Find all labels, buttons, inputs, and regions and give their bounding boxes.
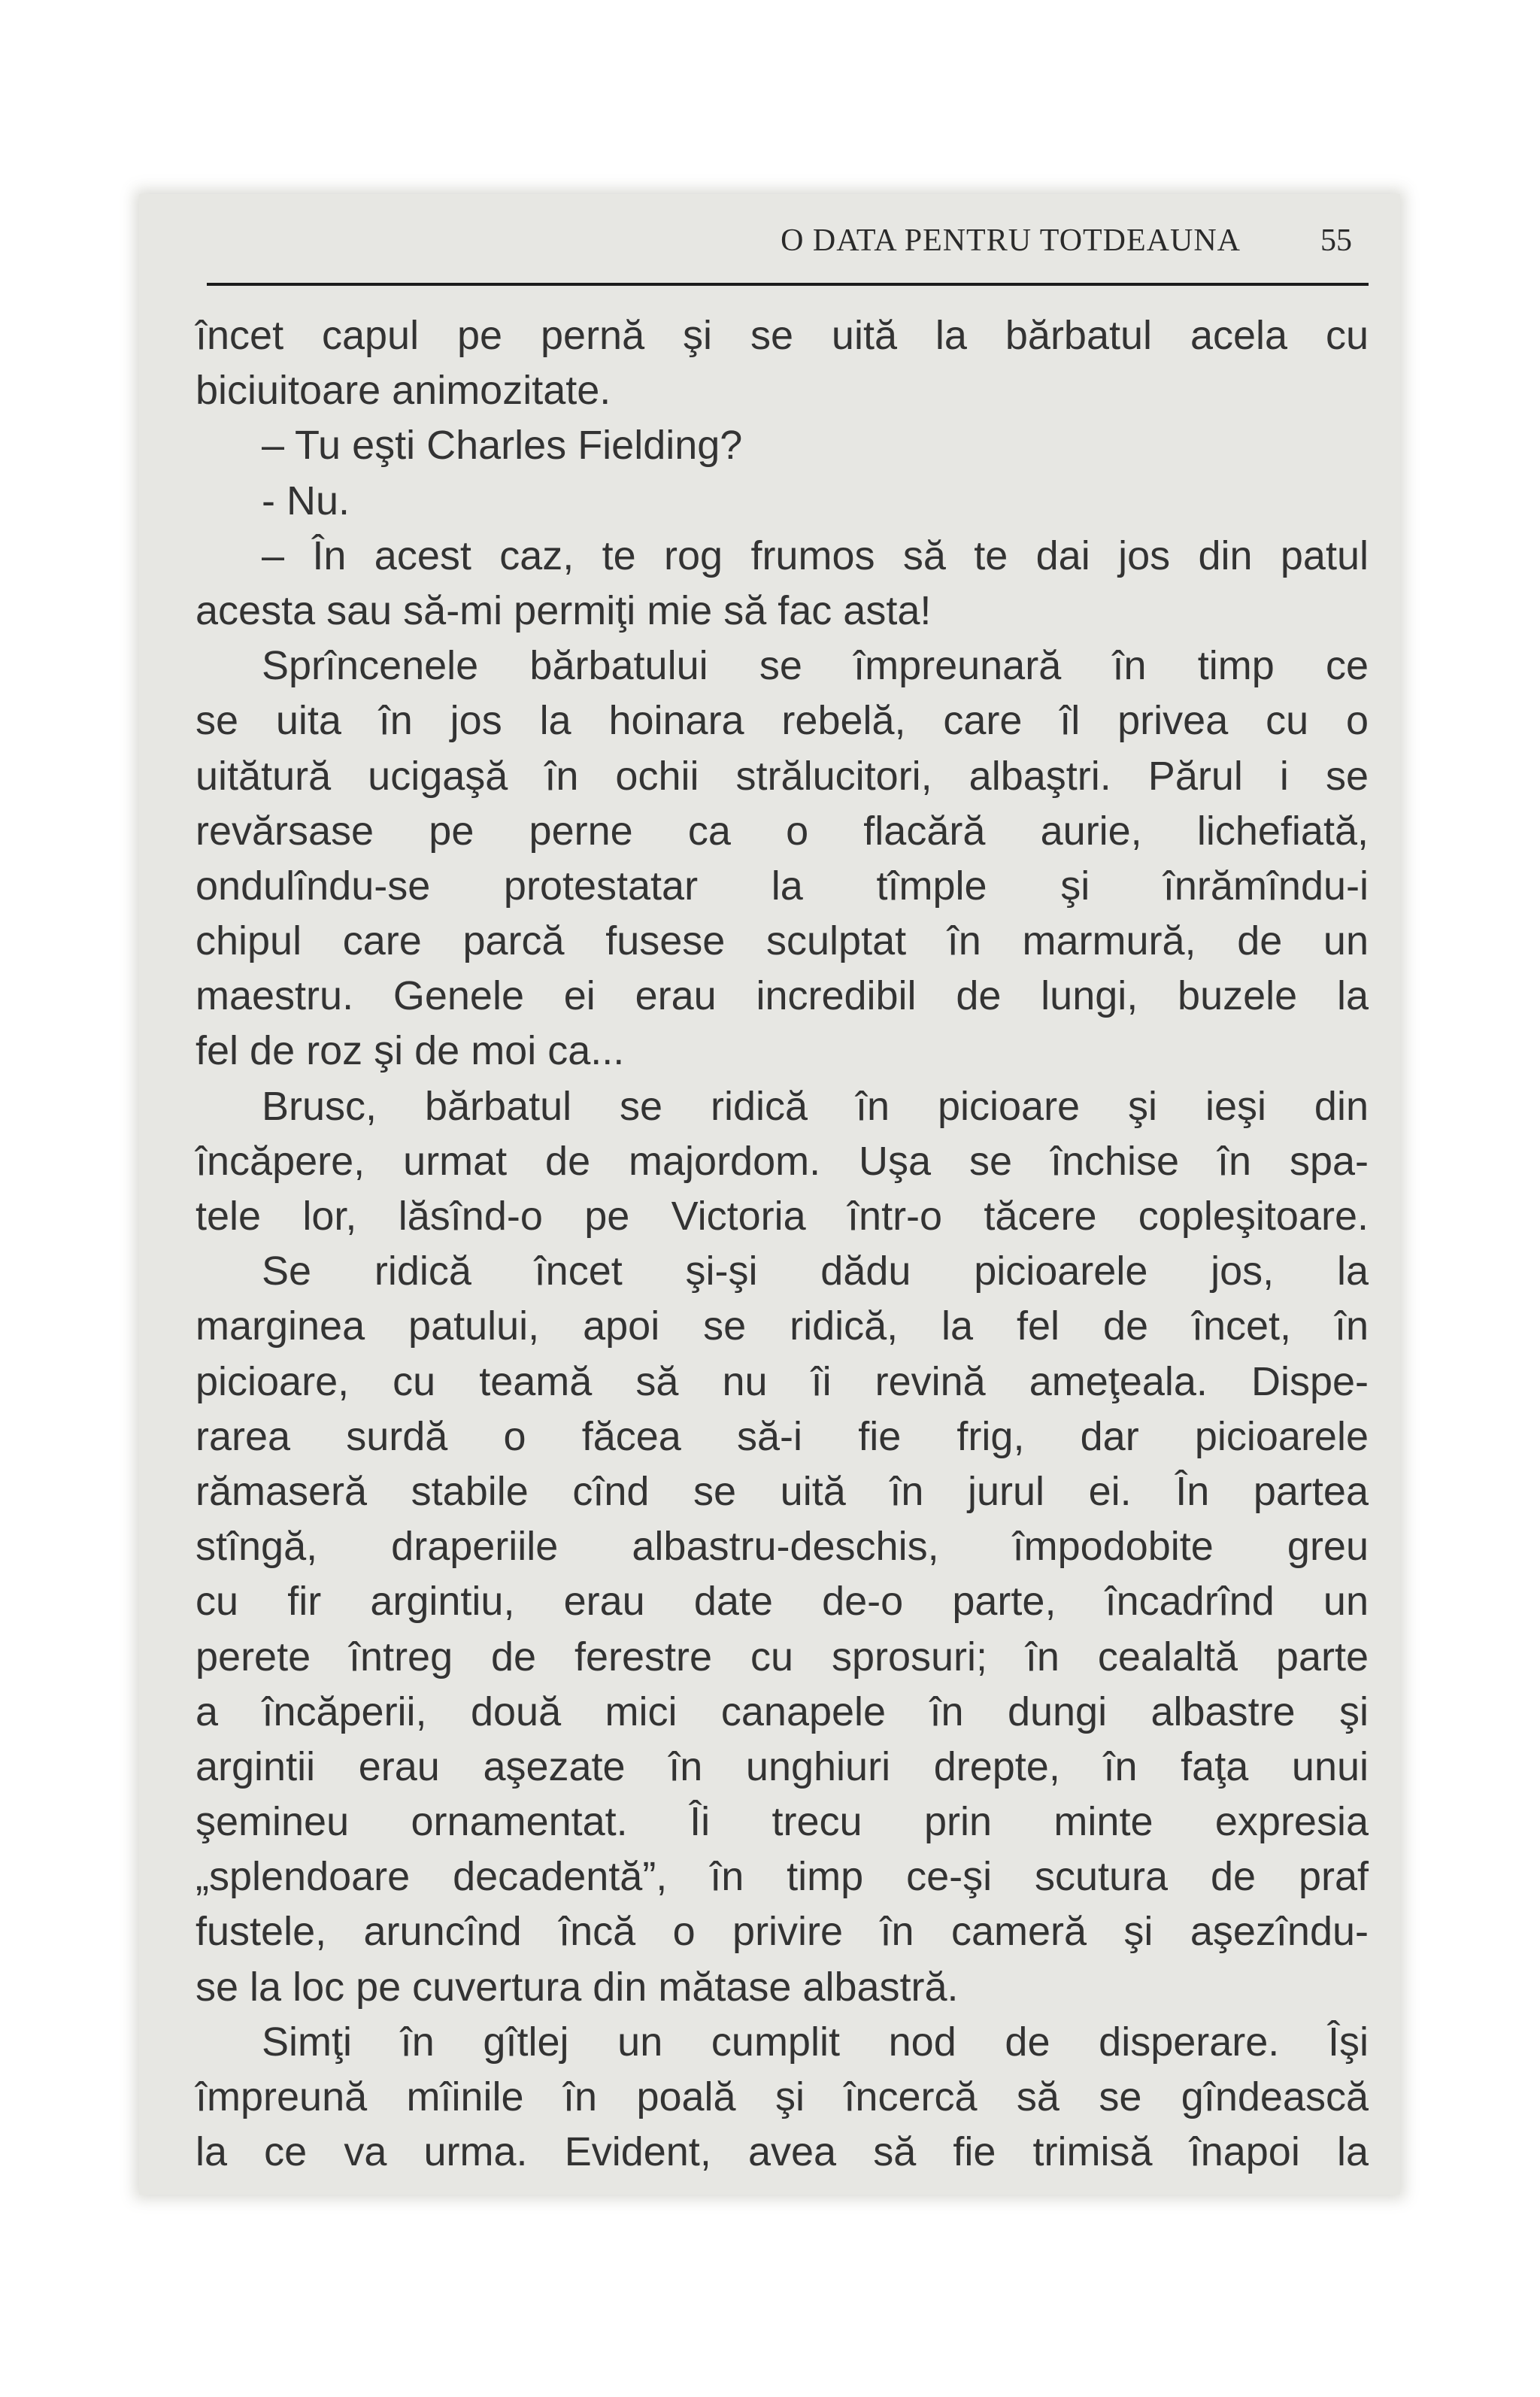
text-line: a încăperii, două mici canapele în dungi albastre şi xyxy=(196,1689,1369,1734)
text-line: - Nu. xyxy=(262,478,350,523)
text-line: încet capul pe pernă şi se uită la bărbatul acela cu xyxy=(196,313,1369,358)
text-line: cu fir argintiu, erau date de-o parte, încadrînd un xyxy=(196,1579,1369,1625)
text-line: picioare, cu teamă să nu îi revină ameţeala. Dispe- xyxy=(196,1358,1369,1404)
running-title: O DATA PENTRU TOTDEAUNA xyxy=(781,223,1241,258)
text-line: perete întreg de ferestre cu sprosuri; în cealaltă parte xyxy=(196,1634,1369,1679)
header-rule xyxy=(207,283,1369,286)
text-line: revărsase pe perne ca o flacără aurie, lichefiată, xyxy=(196,808,1369,854)
text-line: rarea surdă o făcea să-i fie frig, dar picioarele xyxy=(196,1413,1369,1459)
text-line: se uita în jos la hoinara rebelă, care îl privea cu o xyxy=(196,698,1369,744)
text-line: argintii erau aşezate în unghiuri drepte, în faţa unui xyxy=(196,1743,1369,1789)
text-line: uitătură ucigaşă în ochii strălucitori, albaştri. Părul i se xyxy=(196,753,1369,799)
text-line: fel de roz şi de moi ca... xyxy=(196,1028,625,1074)
text-line: fustele, aruncînd încă o privire în cameră şi aşezîndu- xyxy=(196,1909,1369,1955)
text-line: tele lor, lăsînd-o pe Victoria într-o tăcere copleşitoare. xyxy=(196,1194,1369,1239)
text-line: stîngă, draperiile albastru-deschis, împodobite greu xyxy=(196,1524,1369,1570)
text-line: biciuitoare animozitate. xyxy=(196,368,611,414)
text-line: chipul care parcă fusese sculptat în marmură, de un xyxy=(196,918,1369,964)
page-number: 55 xyxy=(1320,223,1352,258)
text-line: – Tu eşti Charles Fielding? xyxy=(262,423,743,469)
text-line: marginea patului, apoi se ridică, la fel de încet, în xyxy=(196,1303,1369,1349)
text-line: şemineu ornamentat. Îi trecu prin minte expresia xyxy=(196,1799,1369,1845)
text-line: Simţi în gîtlej un cumplit nod de disperare. Îşi xyxy=(262,2019,1369,2065)
text-line: – În acest caz, te rog frumos să te dai jos din patul xyxy=(262,532,1369,578)
text-line: maestru. Genele ei erau incredibil de lungi, buzele la xyxy=(196,973,1369,1019)
text-line: „splendoare decadentă”, în timp ce-şi scutura de praf xyxy=(196,1854,1369,1900)
text-line: împreună mîinile în poală şi încercă să se gîndească xyxy=(196,2074,1369,2119)
text-line: ondulîndu-se protestatar la tîmple şi înrămîndu-i xyxy=(196,863,1369,909)
text-line: se la loc pe cuvertura din mătase albastră. xyxy=(196,1964,959,2010)
text-line: Sprîncenele bărbatului se împreunară în timp ce xyxy=(262,643,1369,689)
text-line: încăpere, urmat de majordom. Uşa se închise în spa- xyxy=(196,1138,1369,1184)
text-line: Se ridică încet şi-şi dădu picioarele jos, la xyxy=(262,1249,1369,1294)
body-text xyxy=(196,308,1369,2180)
text-line: rămaseră stabile cînd se uită în jurul ei. În partea xyxy=(196,1468,1369,1514)
text-line: la ce va urma. Evident, avea să fie trimisă înapoi la xyxy=(196,2129,1369,2175)
running-header xyxy=(180,223,1369,268)
text-line: Brusc, bărbatul se ridică în picioare şi ieşi din xyxy=(262,1083,1369,1129)
text-line: acesta sau să-mi permiţi mie să fac asta! xyxy=(196,587,932,633)
